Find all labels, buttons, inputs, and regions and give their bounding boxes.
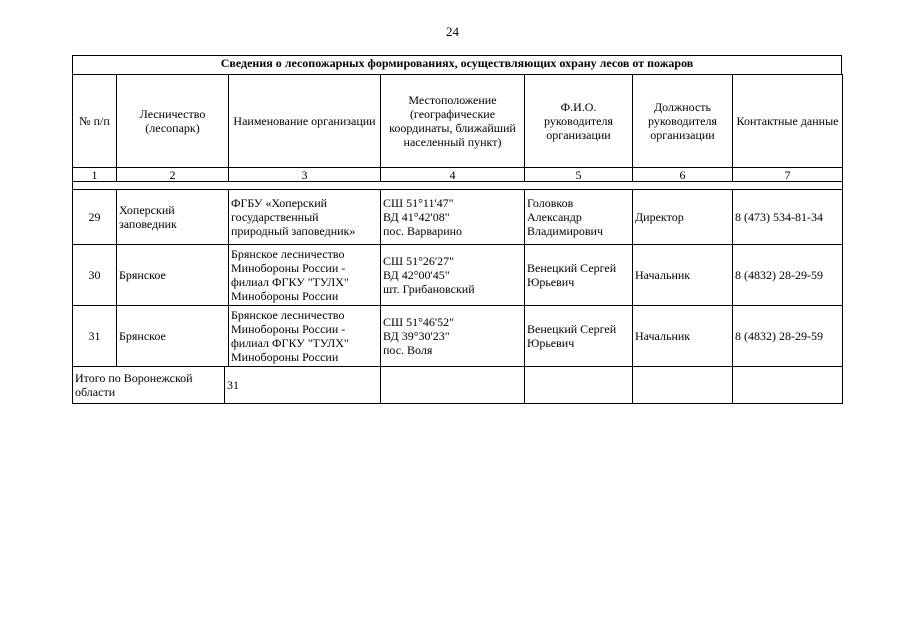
header-organization: Наименование организации bbox=[229, 75, 381, 168]
header-num: № п/п bbox=[73, 75, 117, 168]
page-number: 24 bbox=[446, 24, 459, 39]
organization-cell: Брянское лесничество Минобороны России - филиал ФГКУ "ТУЛХ" Минобороны России bbox=[229, 306, 381, 367]
column-number: 3 bbox=[229, 168, 381, 182]
head-name-cell: Венецкий Сергей Юрьевич bbox=[525, 245, 633, 306]
header-contacts: Контактные данные bbox=[733, 75, 843, 168]
column-number: 4 bbox=[381, 168, 525, 182]
organization-cell: Брянское лесничество Минобороны России - филиал ФГКУ "ТУЛХ" Минобороны России bbox=[229, 245, 381, 306]
column-number-row bbox=[73, 168, 843, 182]
column-number: 7 bbox=[733, 168, 843, 182]
total-empty-cell bbox=[381, 367, 525, 404]
total-row bbox=[73, 367, 843, 404]
row-number: 31 bbox=[73, 306, 117, 367]
data-table bbox=[72, 74, 843, 404]
forestry-cell: Брянское bbox=[117, 306, 229, 367]
total-label bbox=[73, 367, 381, 404]
separator-row bbox=[73, 182, 843, 190]
contacts-cell: 8 (473) 534-81-34 bbox=[733, 190, 843, 245]
table-title: Сведения о лесопожарных формированиях, осуществляющих охрану лесов от пожаров bbox=[72, 55, 842, 71]
location-cell: СШ 51°26'27" ВД 42°00'45" шт. Грибановский bbox=[381, 245, 525, 306]
position-cell: Начальник bbox=[633, 306, 733, 367]
total-label-text: Итого по Воронежской области bbox=[73, 367, 225, 403]
forestry-cell: Брянское bbox=[117, 245, 229, 306]
table-row bbox=[73, 190, 843, 245]
head-name-cell: Головков Александр Владимирович bbox=[525, 190, 633, 245]
header-location: Местоположение (географические координаты, ближайший населенный пункт) bbox=[381, 75, 525, 168]
location-cell: СШ 51°11'47" ВД 41°42'08" пос. Варварино bbox=[381, 190, 525, 245]
organization-cell: ФГБУ «Хоперский государственный природный заповедник» bbox=[229, 190, 381, 245]
head-name-cell: Венецкий Сергей Юрьевич bbox=[525, 306, 633, 367]
column-number: 2 bbox=[117, 168, 229, 182]
total-empty-cell bbox=[733, 367, 843, 404]
row-number: 30 bbox=[73, 245, 117, 306]
table-row bbox=[73, 245, 843, 306]
forestry-cell: Хоперский заповедник bbox=[117, 190, 229, 245]
row-number: 29 bbox=[73, 190, 117, 245]
location-cell: СШ 51°46'52" ВД 39°30'23" пос. Воля bbox=[381, 306, 525, 367]
header-position: Должность руководителя организации bbox=[633, 75, 733, 168]
position-cell: Директор bbox=[633, 190, 733, 245]
fire-formations-table bbox=[72, 55, 842, 404]
header-row bbox=[73, 75, 843, 168]
column-number: 5 bbox=[525, 168, 633, 182]
column-number: 1 bbox=[73, 168, 117, 182]
total-empty-cell bbox=[633, 367, 733, 404]
column-number: 6 bbox=[633, 168, 733, 182]
header-forestry: Лесничество (лесопарк) bbox=[117, 75, 229, 168]
total-empty-cell bbox=[525, 367, 633, 404]
table-row bbox=[73, 306, 843, 367]
contacts-cell: 8 (4832) 28-29-59 bbox=[733, 245, 843, 306]
position-cell: Начальник bbox=[633, 245, 733, 306]
total-value: 31 bbox=[227, 378, 239, 392]
header-head-name: Ф.И.О. руководителя организации bbox=[525, 75, 633, 168]
contacts-cell: 8 (4832) 28-29-59 bbox=[733, 306, 843, 367]
